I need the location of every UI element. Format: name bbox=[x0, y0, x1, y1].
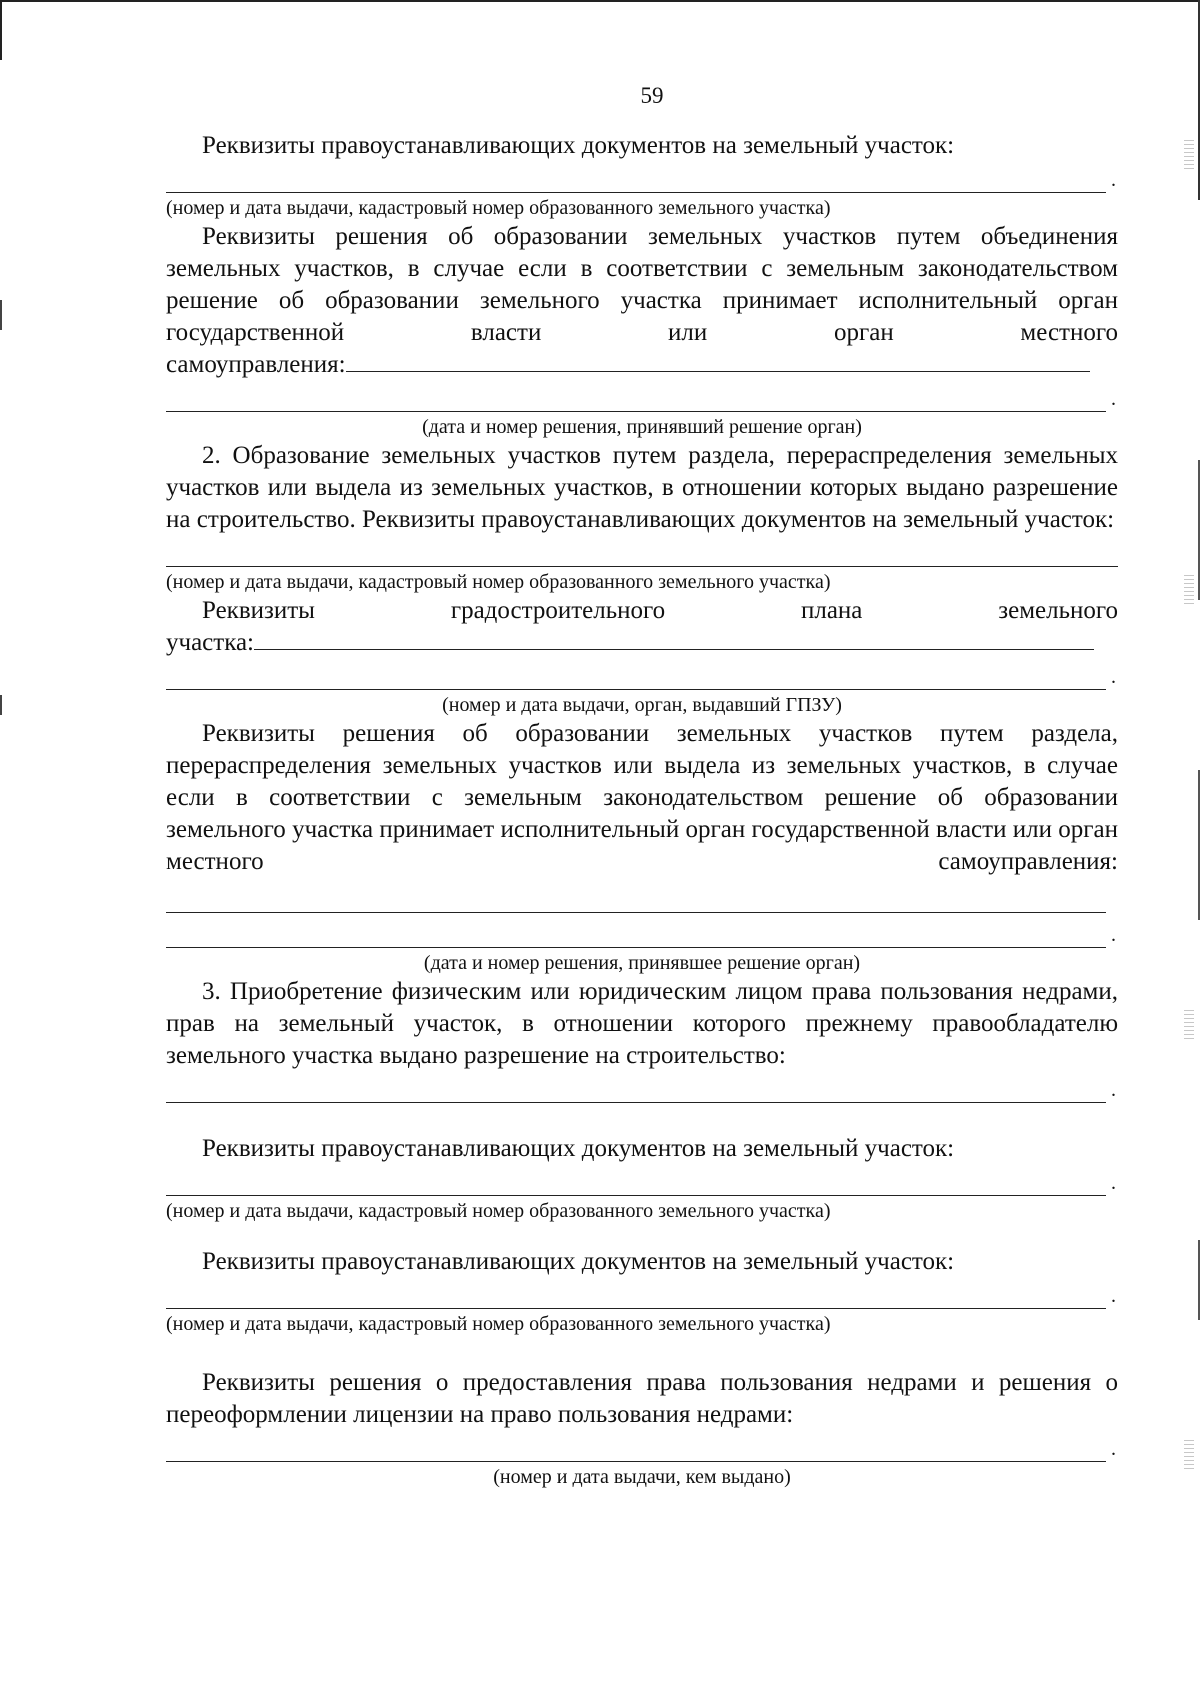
section3-text: 3. Приобретение физическим или юридическим лицом права пользования недрами, прав на земельный участок, в отношении которого прежнему правообладателю земельного участка выдано разрешение на строительство: bbox=[166, 978, 1118, 1069]
line-end-mark: . bbox=[1111, 169, 1116, 191]
section1-decision-tail: самоуправления: bbox=[166, 351, 346, 378]
section3-doc1-caption: (номер и дата выдачи, кадастровый номер образованного земельного участка) bbox=[166, 1200, 831, 1222]
fill-line[interactable] bbox=[166, 540, 1118, 567]
section2-caption: (номер и дата выдачи, кадастровый номер образованного земельного участка) bbox=[166, 571, 831, 593]
scan-noise bbox=[1184, 1010, 1194, 1040]
fill-line[interactable] bbox=[166, 921, 1116, 948]
line-end-mark: . bbox=[1111, 924, 1116, 946]
section3-license-text: Реквизиты решения о предоставления права пользования недрами и решения о переоформлении лицензии на право пользования недрами: bbox=[166, 1369, 1118, 1428]
fill-line[interactable] bbox=[166, 663, 1116, 690]
section1-heading: Реквизиты правоустанавливающих документов на земельный участок: bbox=[202, 132, 955, 159]
section1-decision-caption: (дата и номер решения, принявший решение орган) bbox=[422, 416, 862, 438]
scan-edge-left-mark bbox=[0, 695, 2, 715]
section2-gpzu-tail-line bbox=[166, 627, 1118, 659]
scan-edge-left bbox=[0, 0, 2, 60]
fill-line[interactable] bbox=[254, 627, 1094, 650]
section3-doc2-caption: (номер и дата выдачи, кадастровый номер образованного земельного участка) bbox=[166, 1313, 831, 1335]
line-end-mark: . bbox=[1111, 666, 1116, 688]
scan-edge-top bbox=[0, 0, 1200, 2]
line-end-mark: . bbox=[1111, 1285, 1116, 1307]
line-end-mark: . bbox=[1111, 1079, 1116, 1101]
section2-gpzu-caption: (номер и дата выдачи, орган, выдавший ГПЗУ) bbox=[442, 694, 842, 716]
section2-gpzu-text: Реквизиты градостроительного плана земельного bbox=[202, 597, 1118, 624]
line-end-mark: . bbox=[1111, 1172, 1116, 1194]
fill-line[interactable] bbox=[346, 349, 1090, 372]
section2-gpzu-tail: участка: bbox=[166, 629, 255, 656]
section2-decision-caption: (дата и номер решения, принявшее решение орган) bbox=[423, 952, 861, 974]
fill-line[interactable] bbox=[166, 385, 1116, 412]
fill-line[interactable] bbox=[166, 1169, 1116, 1196]
section3-license-caption: (номер и дата выдачи, кем выдано) bbox=[493, 1466, 791, 1488]
section3-doc1-heading: Реквизиты правоустанавливающих документов на земельный участок: bbox=[202, 1135, 955, 1162]
section1-decision-tail-line bbox=[166, 349, 1118, 381]
scan-noise bbox=[1184, 1440, 1194, 1470]
section1-caption: (номер и дата выдачи, кадастровый номер образованного земельного участка) bbox=[166, 197, 831, 219]
fill-line[interactable] bbox=[166, 1076, 1116, 1103]
fill-line[interactable] bbox=[166, 886, 1106, 913]
section2-text: 2. Образование земельных участков путем раздела, перераспределения земельных участков или выдела из земельных участков, в отношении которых выдано разрешение на строительство. Реквизиты правоустанавливающих документов на земельный участок: bbox=[166, 442, 1118, 533]
scan-noise bbox=[1184, 575, 1194, 605]
fill-line[interactable] bbox=[166, 166, 1116, 193]
scan-edge-left-mark bbox=[0, 300, 2, 330]
fill-line[interactable] bbox=[166, 1282, 1116, 1309]
document-body bbox=[166, 80, 1118, 1490]
section3-doc2-heading: Реквизиты правоустанавливающих документов на земельный участок: bbox=[202, 1248, 955, 1275]
section2-decision-text: Реквизиты решения об образовании земельных участков путем раздела, перераспределения земельных участков или выдела из земельных участков, в случае если в соответствии с земельным законодательством решение об образовании земельного участка принимает исполнительный орган государственной власти или орган местного самоуправления: bbox=[166, 720, 1118, 875]
line-end-mark: . bbox=[1111, 1438, 1116, 1460]
line-end-mark: . bbox=[1111, 388, 1116, 410]
section1-decision-text: Реквизиты решения об образовании земельных участков путем объединения земельных участков, в случае если в соответствии с земельным законодательством решение об образовании земельного участка принимает исполнительный орган государственной власти или орган местного bbox=[166, 223, 1118, 346]
scan-noise bbox=[1184, 140, 1194, 170]
fill-line[interactable] bbox=[166, 1435, 1116, 1462]
page-number: 59 bbox=[640, 83, 664, 108]
